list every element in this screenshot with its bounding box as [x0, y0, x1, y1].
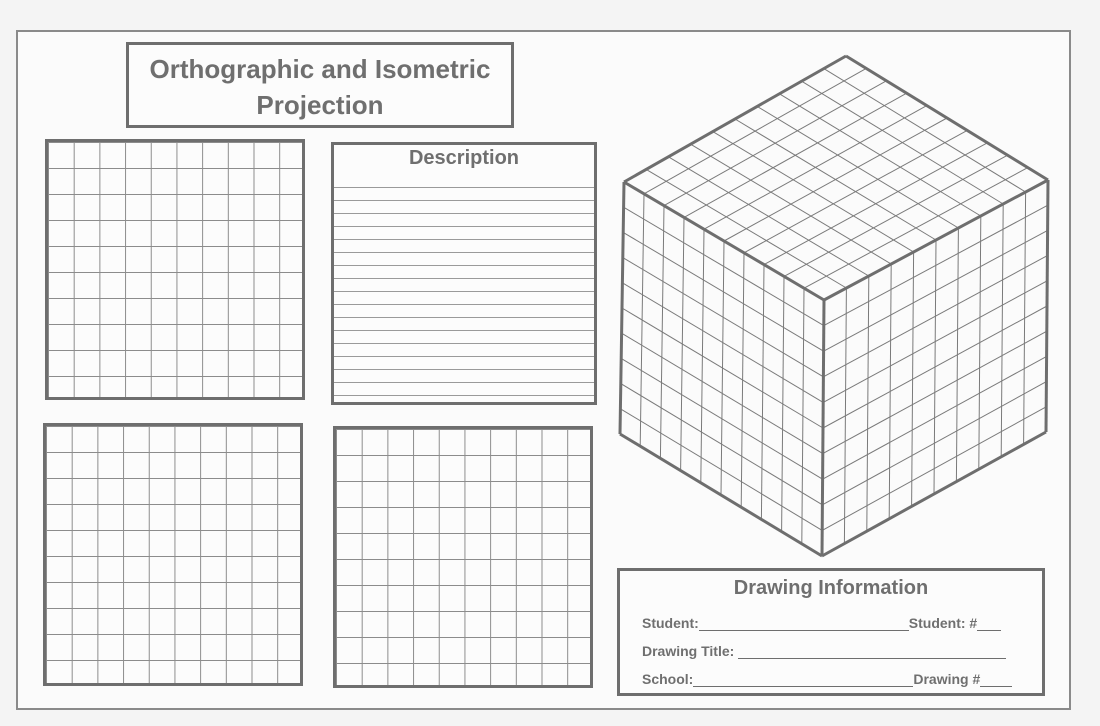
drawing-number-field[interactable]: [980, 672, 1012, 687]
student-row: [642, 615, 1001, 631]
isometric-grid-cube[interactable]: [610, 48, 1060, 568]
school-label: School:: [642, 671, 694, 687]
title-box: [126, 42, 514, 128]
title-line-1: Orthographic and Isometric: [149, 54, 491, 84]
student-number-field[interactable]: [977, 616, 1001, 631]
drawing-information-box: [617, 568, 1045, 696]
student-name-field[interactable]: [699, 616, 909, 631]
title-line-2: Projection: [256, 90, 384, 120]
orthographic-grid-bottom-left[interactable]: [43, 423, 303, 686]
student-label: Student:: [642, 615, 699, 631]
drawing-title-label: Drawing Title:: [642, 643, 735, 659]
orthographic-grid-top-left[interactable]: [45, 139, 305, 400]
orthographic-grid-bottom-middle[interactable]: [333, 426, 593, 688]
school-row: [642, 671, 1012, 687]
description-heading: Description: [334, 147, 594, 170]
drawing-title-field[interactable]: [738, 644, 1006, 659]
school-field[interactable]: [693, 672, 913, 687]
drawing-number-label: Drawing #: [913, 671, 981, 687]
description-ruled-lines: [334, 175, 594, 402]
description-box[interactable]: [331, 142, 597, 405]
student-number-label: Student: #: [908, 615, 978, 631]
drawing-title-row: [642, 643, 1006, 659]
drawing-information-heading: Drawing Information: [733, 577, 929, 599]
